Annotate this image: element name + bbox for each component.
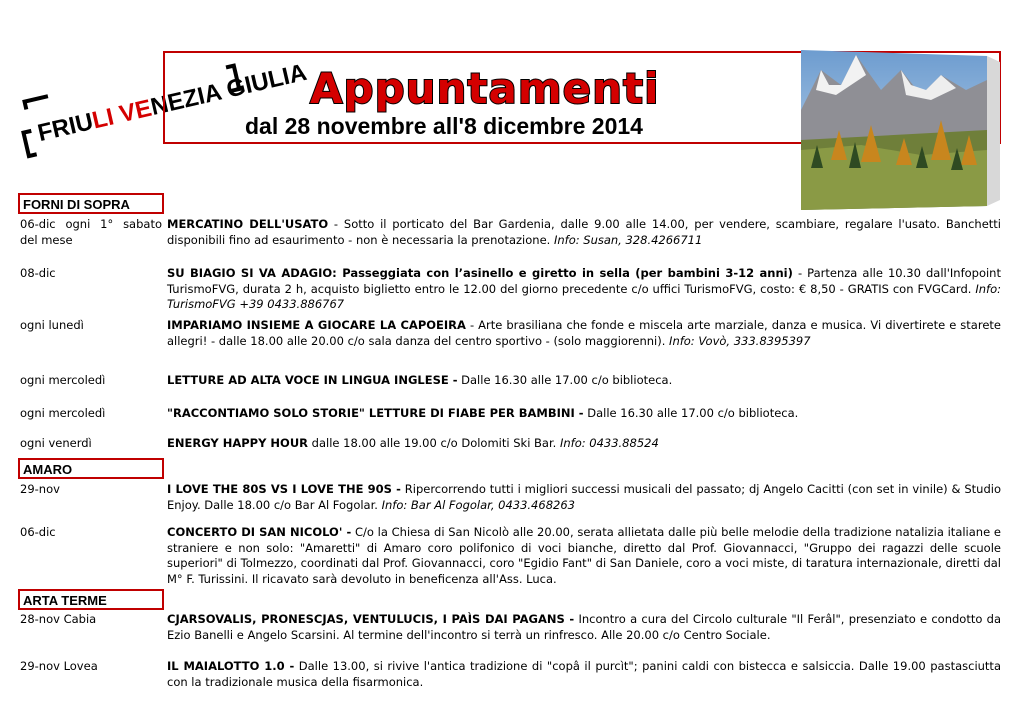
event-date: 06-dic <box>20 525 56 539</box>
event-text: - Partenza alle 10.30 dall'Infopoint TurismoFVG, durata 2 h, acquisto biglietto entro le 12.00 del giorno precedente c/o uffici TurismoFVG, costo: € 8,50 - GRATIS con FVGCard. <box>167 266 1001 296</box>
event-info: Info: 0433.88524 <box>559 436 659 450</box>
event-description <box>167 436 1001 452</box>
event-date: 28-nov Cabia <box>20 612 97 626</box>
event-text: dalle 18.00 alle 19.00 c/o Dolomiti Ski Bar. <box>308 436 560 450</box>
event-text: Dalle 16.30 alle 17.00 c/o biblioteca. <box>457 373 673 387</box>
event-description <box>167 525 1001 587</box>
event-date: 29-nov Lovea <box>20 659 98 673</box>
event-text: C/o la Chiesa di San Nicolò alle 20.00, serata allietata dalle più belle melodie della tradizione natalizia italiane e straniere e non solo: "Amaretti" di Amaro coro polifonico di voci bianche, diretto dal Prof. Giovannacci, "Gruppo dei ragazzi delle scuole superiori" di Tolmezzo, coordinati dal Prof. Giovannacci, coro "Egidio Fant" di San Daniele, coro a voci miste, di taratura internazionale, diretti dal M° F. Turissini. Il ricavato sarà devoluto in beneficenza all'Ass. Luca. <box>167 525 1001 586</box>
event-title: IMPARIAMO INSIEME A GIOCARE LA CAPOEIRA <box>167 318 466 332</box>
event-description <box>167 659 1001 690</box>
event-date: ogni lunedì <box>20 318 84 332</box>
mountain-photo <box>801 50 1000 210</box>
event-title: LETTURE AD ALTA VOCE IN LINGUA INGLESE - <box>167 373 458 387</box>
event-description <box>167 612 1001 643</box>
event-date: 29-nov <box>20 482 60 496</box>
event-title: MERCATINO DELL'USATO <box>167 217 329 231</box>
page-title: Appuntamenti <box>310 64 660 113</box>
event-text: Ripercorrendo tutti i migliori successi musicali del passato; dj Angelo Cacitti (con set in vinile) & Studio Enjoy. Dalle 18.00 c/o Bar Al Fogolar. <box>167 482 1001 512</box>
event-text: Dalle 13.00, si rivive l'antica tradizione di "copâ il purcìt"; panini caldi con bistecca e salsiccia. Dalle 19.00 pastasciutta con la tradizionale musica della fisarmonica. <box>167 659 1001 689</box>
section-title: AMARO <box>23 462 73 477</box>
section-arta-terme <box>18 589 164 610</box>
event-description <box>167 373 1001 389</box>
event-date: 08-dic <box>20 266 56 280</box>
event-date: ogni mercoledì <box>20 406 106 420</box>
section-title: FORNI DI SOPRA <box>23 197 130 212</box>
event-text: - Sotto il porticato del Bar Gardenia, dalle 9.00 alle 14.00, per vendere, scambiare, regalare l'usato. Banchetti disponibili fino ad esaurimento - non è necessaria la prenotazione. <box>167 217 1001 247</box>
page-subtitle: dal 28 novembre all'8 dicembre 2014 <box>245 113 643 139</box>
section-forni-di-sopra <box>18 193 164 214</box>
event-description <box>167 482 1001 513</box>
event-text: Dalle 16.30 alle 17.00 c/o biblioteca. <box>583 406 799 420</box>
event-info: Info: Vovò, 333.8395397 <box>669 333 811 348</box>
event-text: Incontro a cura del Circolo culturale "Il Ferâl", presenziato e condotto da Ezio Banelli e Angelo Scarsini. Al termine dell'incontro si terrà un rinfresco. Alle 20.00 c/o Centro Sociale. <box>167 612 1001 642</box>
section-amaro <box>18 458 164 479</box>
event-info: Info: Bar Al Fogolar, 0433.468263 <box>381 497 575 512</box>
event-title: SU BIAGIO SI VA ADAGIO: Passeggiata con l’asinello e giretto in sella (per bambini 3-12 anni) <box>167 266 793 280</box>
event-description <box>167 406 1001 422</box>
event-title: CONCERTO DI SAN NICOLO' - <box>167 525 352 539</box>
event-info: Info: Susan, 328.4266711 <box>553 232 703 247</box>
event-title: "RACCONTIAMO SOLO STORIE" LETTURE DI FIABE PER BAMBINI - <box>167 406 584 420</box>
event-description <box>167 266 1001 313</box>
event-date: ogni mercoledì <box>20 373 106 387</box>
event-description <box>167 318 1001 349</box>
event-title: I LOVE THE 80S VS I LOVE THE 90S - <box>167 482 401 496</box>
event-title: ENERGY HAPPY HOUR <box>167 436 309 450</box>
event-description <box>167 217 1001 248</box>
event-date: ogni venerdì <box>20 436 92 450</box>
event-title: IL MAIALOTTO 1.0 - <box>167 659 295 673</box>
event-date: 06-dic ogni 1° sabato del mese <box>20 217 162 247</box>
event-info: Info: TurismoFVG +39 0433.886767 <box>167 281 1001 311</box>
event-text: - Arte brasiliana che fonde e miscela arte marziale, danza e musica. Vi divertirete e starete allegri! - dalle 18.00 alle 20.00 c/o sala danza del centro sportivo - (solo maggiorenni). <box>167 318 1001 348</box>
svg-text:FRIULI VENEZIA GIULIA: FRIULI VENEZIA GIULIA <box>35 58 310 148</box>
event-title: CJARSOVALIS, PRONESCJAS, VENTULUCIS, I PAÌS DAI PAGANS - <box>167 612 575 626</box>
section-title: ARTA TERME <box>23 593 107 608</box>
